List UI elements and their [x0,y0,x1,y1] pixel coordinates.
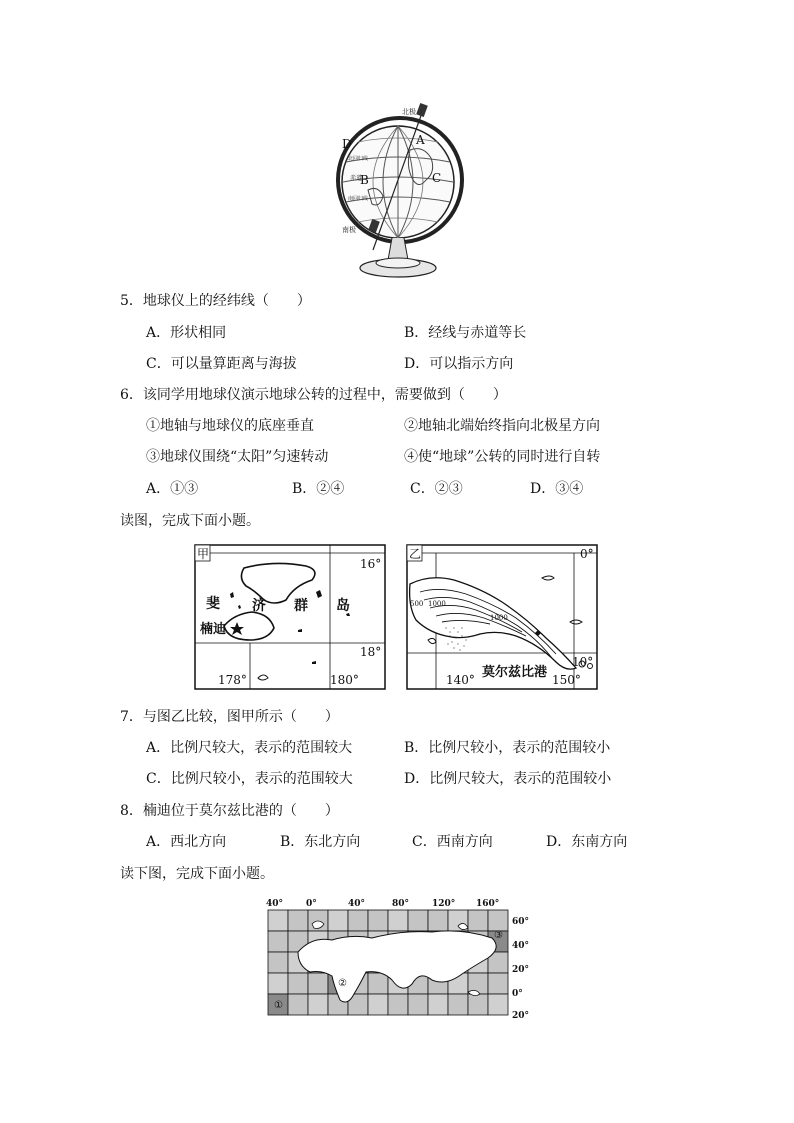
q6-statement-4: ④使“地球”公转的同时进行自转 [404,449,601,465]
intro-read-map-1: 读图，完成下面小题。 [120,513,260,529]
q8-stem: 8．楠迪位于莫尔兹比港的（ ） [120,803,339,819]
globe-letter-a: A [416,133,425,147]
q7-option-c[interactable]: C．比例尺较小，表示的范围较大 [146,771,353,787]
world-lat-label-3: 20° [512,965,530,975]
intro-read-map-2: 读下图，完成下面小题。 [120,866,274,882]
map-jia-place-fei: 斐 [206,596,220,612]
grid-cell [348,910,368,931]
map-yi-contour-1000: 1000 [428,600,446,608]
globe-equator-label: 赤道 [350,175,363,182]
map-jia-place-ji: 济 [252,598,266,614]
grid-cell [468,910,488,931]
world-lon-label-4: 80° [392,899,410,909]
world-lon-label-2: 0° [306,899,317,909]
globe-figure [328,100,468,280]
map-yi-lat-top: 0° [580,547,594,561]
map-jia-corner: 甲 [197,547,210,561]
q6-option-d[interactable]: D．③④ [530,481,584,497]
grid-cell [288,973,308,994]
map-jia-lat-bottom: 18° [360,645,382,659]
q6-statement-2: ②地轴北端始终指向北极星方向 [404,418,600,434]
world-lat-label-2: 40° [512,941,530,951]
map-yi-port-label: 莫尔兹比港 [482,665,548,680]
grid-cell [288,910,308,931]
grid-cell [488,973,508,994]
world-lon-label-3: 40° [348,899,366,909]
grid-cell [488,994,508,1015]
globe-letter-c: C [432,171,442,185]
grid-cell [328,910,348,931]
world-cell-2: ② [338,978,347,989]
grid-cell [268,973,288,994]
q6-option-a[interactable]: A．①③ [146,481,199,497]
world-lon-label-5: 120° [432,899,456,909]
world-lat-label-1: 60° [512,917,530,927]
grid-cell [408,910,428,931]
map-yi [406,544,598,690]
q6-statement-1: ①地轴与地球仪的底座垂直 [146,418,314,434]
map-yi-contour-500: 500 [410,600,424,608]
globe-letter-d: D [342,137,352,151]
q8-option-b[interactable]: B．东北方向 [280,834,361,850]
q7-option-d[interactable]: D．比例尺较大，表示的范围较小 [404,771,612,787]
map-yi-lon-right: 150° [552,673,581,687]
grid-cell [308,973,328,994]
q5-option-c[interactable]: C．可以量算距离与海拔 [146,356,297,372]
q5-option-b[interactable]: B．经线与赤道等长 [404,325,527,341]
map-jia [194,544,386,690]
q8-option-c[interactable]: C．西南方向 [412,834,493,850]
globe-tropic-n-label: 北回归线 [348,156,369,162]
q6-statement-3: ③地球仪围绕“太阳”匀速转动 [146,449,329,465]
world-grid-map [262,896,534,1022]
globe-letter-b: B [360,173,369,187]
globe-north-label: 北极 [402,108,416,116]
map-yi-lat-bottom: 10° [572,655,594,669]
world-lon-label-6: 160° [476,899,500,909]
grid-cell [448,994,468,1015]
q8-option-d[interactable]: D．东南方向 [546,834,628,850]
q7-option-a[interactable]: A．比例尺较大，表示的范围较大 [146,740,353,756]
map-yi-contour-1000b: 1000 [490,614,508,622]
grid-cell [288,994,308,1015]
grid-cell [268,910,288,931]
q5-option-d[interactable]: D．可以指示方向 [404,356,514,372]
grid-cell [368,910,388,931]
grid-cell [368,973,388,994]
globe-south-label: 南极 [342,226,356,234]
grid-cell [408,994,428,1015]
grid-cell [428,994,448,1015]
grid-cell [268,931,288,952]
map-yi-corner: 乙 [409,547,422,561]
map-jia-place-dao: 岛 [336,598,350,614]
q6-stem: 6．该同学用地球仪演示地球公转的过程中，需要做到（ ） [120,387,507,403]
map-yi-lon-left: 140° [446,673,475,687]
grid-cell [388,910,408,931]
q5-option-a[interactable]: A．形状相同 [146,325,227,341]
q6-option-b[interactable]: B．②④ [292,481,345,497]
q7-stem: 7．与图乙比较，图甲所示（ ） [120,709,339,725]
grid-cell [468,994,488,1015]
q7-option-b[interactable]: B．比例尺较小，表示的范围较小 [404,740,611,756]
grid-cell [428,910,448,931]
world-lat-label-5: 20° [512,1011,530,1021]
q8-option-a[interactable]: A．西北方向 [146,834,227,850]
world-lat-label-4: 0° [512,989,523,999]
world-cell-3: ③ [494,930,503,941]
map-jia-city-nadi: 楠迪 [200,622,227,637]
map-jia-lon-right: 180° [330,673,359,687]
grid-cell [388,994,408,1015]
q5-stem: 5．地球仪上的经纬线（ ） [120,293,311,309]
grid-cell [268,952,288,973]
grid-cell [308,994,328,1015]
q6-option-c[interactable]: C．②③ [410,481,463,497]
globe-tropic-s-label: 南回归线 [348,196,369,202]
map-jia-lon-left: 178° [218,673,247,687]
grid-cell [488,910,508,931]
map-jia-place-qun: 群 [294,598,308,614]
map-jia-lat-top: 16° [360,557,382,571]
world-lon-label-1: 40° [266,899,284,909]
grid-cell [368,994,388,1015]
world-cell-1: ① [274,1000,283,1011]
